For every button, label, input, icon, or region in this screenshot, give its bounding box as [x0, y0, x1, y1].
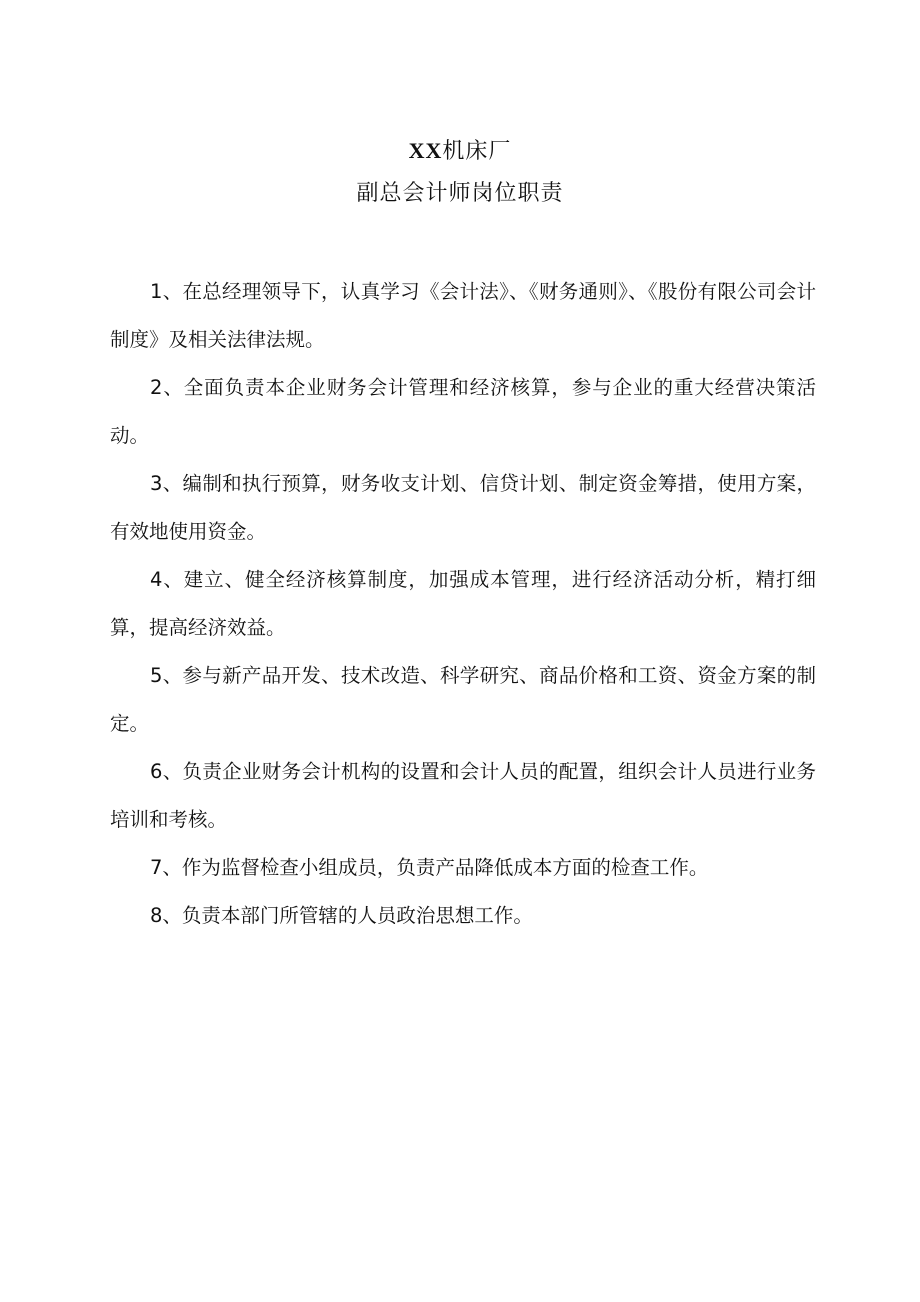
duty-item-6: 6、负责企业财务会计机构的设置和会计人员的配置，组织会计人员进行业务培训和考核。	[110, 760, 816, 831]
duty-item-2: 2、全面负责本企业财务会计管理和经济核算，参与企业的重大经营决策活动。	[110, 376, 816, 447]
duties-list	[110, 268, 816, 940]
duty-item-5: 5、参与新产品开发、技术改造、科学研究、商品价格和工资、资金方案的制定。	[110, 664, 816, 735]
title-cjk: 机床厂	[442, 139, 512, 164]
duty-item-1: 1、在总经理领导下，认真学习《会计法》、《财务通则》、《股份有限公司会计制度》及相关法律法规。	[110, 280, 816, 351]
document-subtitle: 副总会计师岗位职责	[356, 181, 564, 206]
duty-item-7: 7、作为监督检查小组成员，负责产品降低成本方面的检查工作。	[150, 856, 709, 879]
duty-item-4: 4、建立、健全经济核算制度，加强成本管理，进行经济活动分析，精打细算，提高经济效益。	[110, 568, 816, 639]
duty-item-3: 3、编制和执行预算，财务收支计划、信贷计划、制定资金筹措，使用方案，有效地使用资金。	[110, 472, 816, 543]
document-title	[0, 126, 920, 177]
title-latin: XX	[408, 138, 443, 163]
duty-item-8: 8、负责本部门所管辖的人员政治思想工作。	[150, 904, 533, 927]
title-block	[0, 126, 920, 211]
